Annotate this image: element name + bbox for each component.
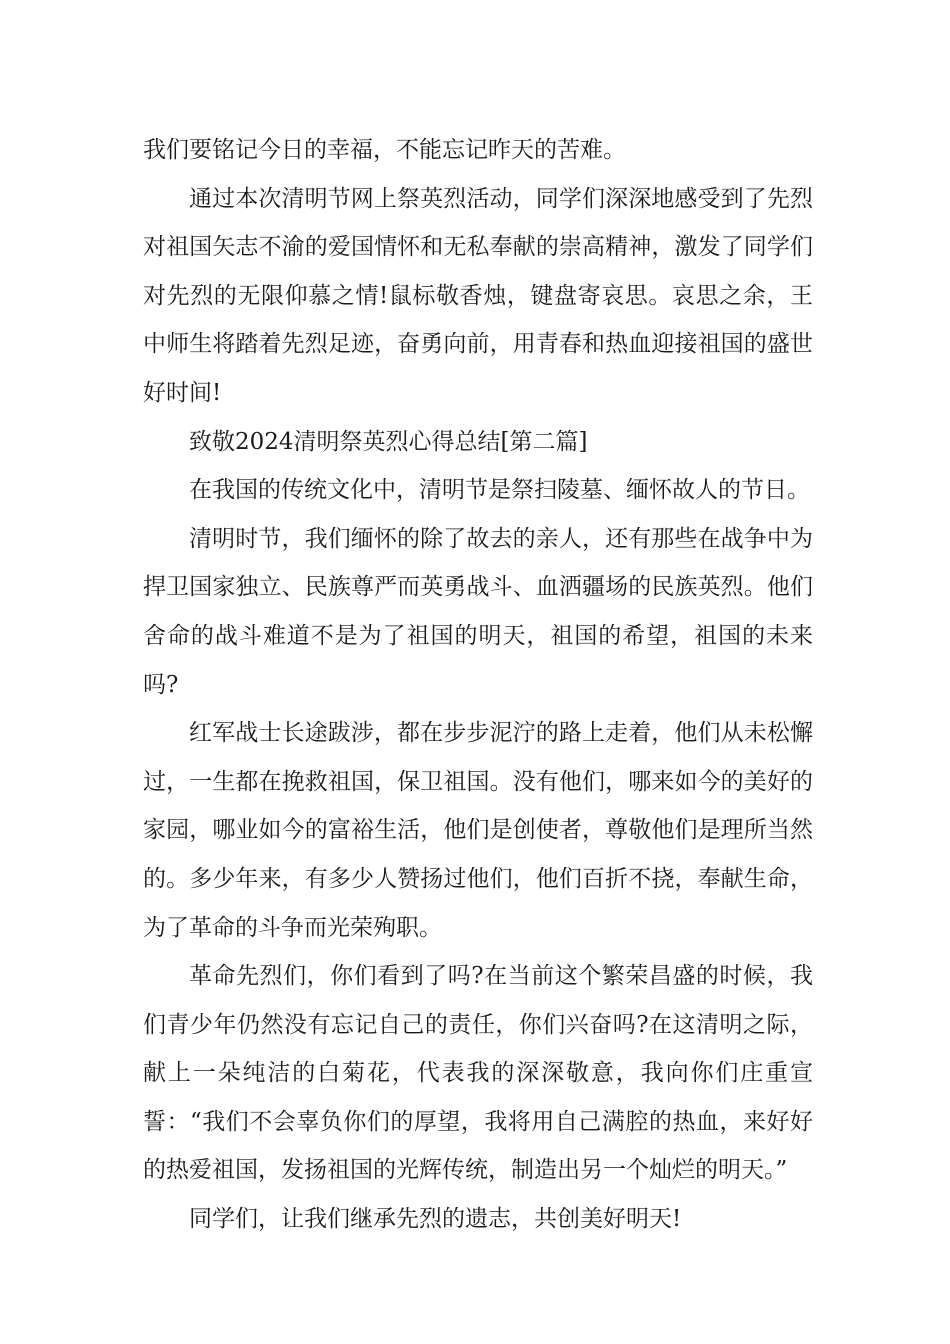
paragraph: 我们要铭记今日的幸福，不能忘记昨天的苦难。	[143, 137, 626, 163]
paragraph: 清明时节，我们缅怀的除了故去的亲人，还有那些在战争中为捍卫国家独立、民族尊严而英勇战斗、血洒疆场的民族英烈。他们舍命的战斗难道不是为了祖国的明天，祖国的希望，祖国的未来吗?	[143, 525, 813, 698]
paragraph: 红军战士长途跋涉，都在步步泥泞的路上走着，他们从未松懈过，一生都在挽救祖国，保卫祖国。没有他们，哪来如今的美好的家园，哪业如今的富裕生活，他们是创使者，尊敬他们是理所当然的。多少年来，有多少人赞扬过他们，他们百折不挠，奉献生命，为了革命的斗争而光荣殉职。	[143, 720, 813, 941]
paragraph: 在我国的传统文化中，清明节是祭扫陵墓、缅怀故人的节日。	[189, 477, 810, 504]
paragraph: 通过本次清明节网上祭英烈活动，同学们深深地感受到了先烈对祖国矢志不渝的爱国情怀和无私奉献的崇高精神，激发了同学们对先烈的无限仰慕之情!鼠标敬香烛，键盘寄哀思。哀思之余，王中师生将踏着先烈足迹，奋勇向前，用青春和热血迎接祖国的盛世好时间!	[143, 185, 813, 406]
document-body	[143, 126, 813, 1244]
section-heading: 致敬2024清明祭英烈心得总结[第二篇]	[189, 428, 588, 455]
paragraph: 革命先烈们，你们看到了吗?在当前这个繁荣昌盛的时候，我们青少年仍然没有忘记自己的责任，你们兴奋吗?在这清明之际，献上一朵纯洁的白菊花，代表我的深深敬意，我向你们庄重宣誓：“我们不会辜负你们的厚望，我将用自己满腔的热血，来好好的热爱祖国，发扬祖国的光辉传统，制造出另一个灿烂的明天。”	[143, 963, 813, 1184]
paragraph: 同学们，让我们继承先烈的遗志，共创美好明天!	[189, 1206, 682, 1233]
